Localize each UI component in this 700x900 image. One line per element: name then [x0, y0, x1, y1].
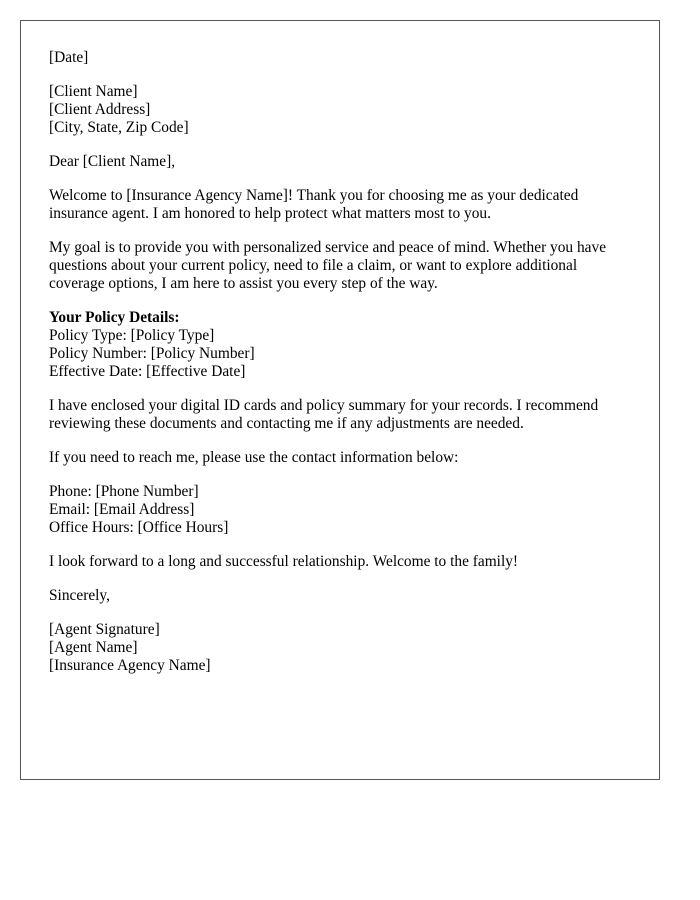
goal-paragraph-line: coverage options, I am here to assist you every step of the way.: [49, 275, 438, 292]
welcome-paragraph: [49, 187, 631, 223]
policy-effective-date: Effective Date: [Effective Date]: [49, 363, 246, 380]
welcome-paragraph-line: Welcome to [Insurance Agency Name]! Thank you for choosing me as your dedicated: [49, 187, 579, 204]
valediction-block: [49, 587, 631, 605]
goal-paragraph-line: questions about your current policy, need to file a claim, or want to explore additional: [49, 257, 578, 274]
agency-name: [Insurance Agency Name]: [49, 657, 211, 674]
valediction: Sincerely,: [49, 587, 110, 604]
client-name: [Client Name]: [49, 83, 138, 100]
salutation: Dear [Client Name],: [49, 153, 176, 170]
signature-block: [49, 621, 631, 675]
contact-office-hours: Office Hours: [Office Hours]: [49, 519, 229, 536]
goal-paragraph: [49, 239, 631, 293]
client-address-block: [49, 83, 631, 137]
contact-info-block: [49, 483, 631, 537]
closing-block: [49, 553, 631, 571]
contact-phone: Phone: [Phone Number]: [49, 483, 199, 500]
policy-details-heading: Your Policy Details:: [49, 309, 180, 326]
policy-type: Policy Type: [Policy Type]: [49, 327, 215, 344]
date-block: [49, 49, 631, 67]
contact-intro: If you need to reach me, please use the contact information below:: [49, 449, 459, 466]
contact-intro-block: [49, 449, 631, 467]
client-city-state-zip: [City, State, Zip Code]: [49, 119, 189, 136]
agent-name: [Agent Name]: [49, 639, 138, 656]
policy-details-block: [49, 309, 631, 381]
welcome-paragraph-line: insurance agent. I am honored to help protect what matters most to you.: [49, 205, 491, 222]
enclosures-paragraph-line: I have enclosed your digital ID cards and policy summary for your records. I recommend: [49, 397, 599, 414]
contact-email: Email: [Email Address]: [49, 501, 195, 518]
agent-signature: [Agent Signature]: [49, 621, 160, 638]
client-address: [Client Address]: [49, 101, 151, 118]
policy-number: Policy Number: [Policy Number]: [49, 345, 255, 362]
enclosures-paragraph-line: reviewing these documents and contacting me if any adjustments are needed.: [49, 415, 524, 432]
letter-page: [20, 20, 660, 780]
enclosures-paragraph: [49, 397, 631, 433]
closing-line: I look forward to a long and successful relationship. Welcome to the family!: [49, 553, 519, 570]
goal-paragraph-line: My goal is to provide you with personalized service and peace of mind. Whether you have: [49, 239, 607, 256]
salutation-block: [49, 153, 631, 171]
letter-date: [Date]: [49, 49, 89, 66]
